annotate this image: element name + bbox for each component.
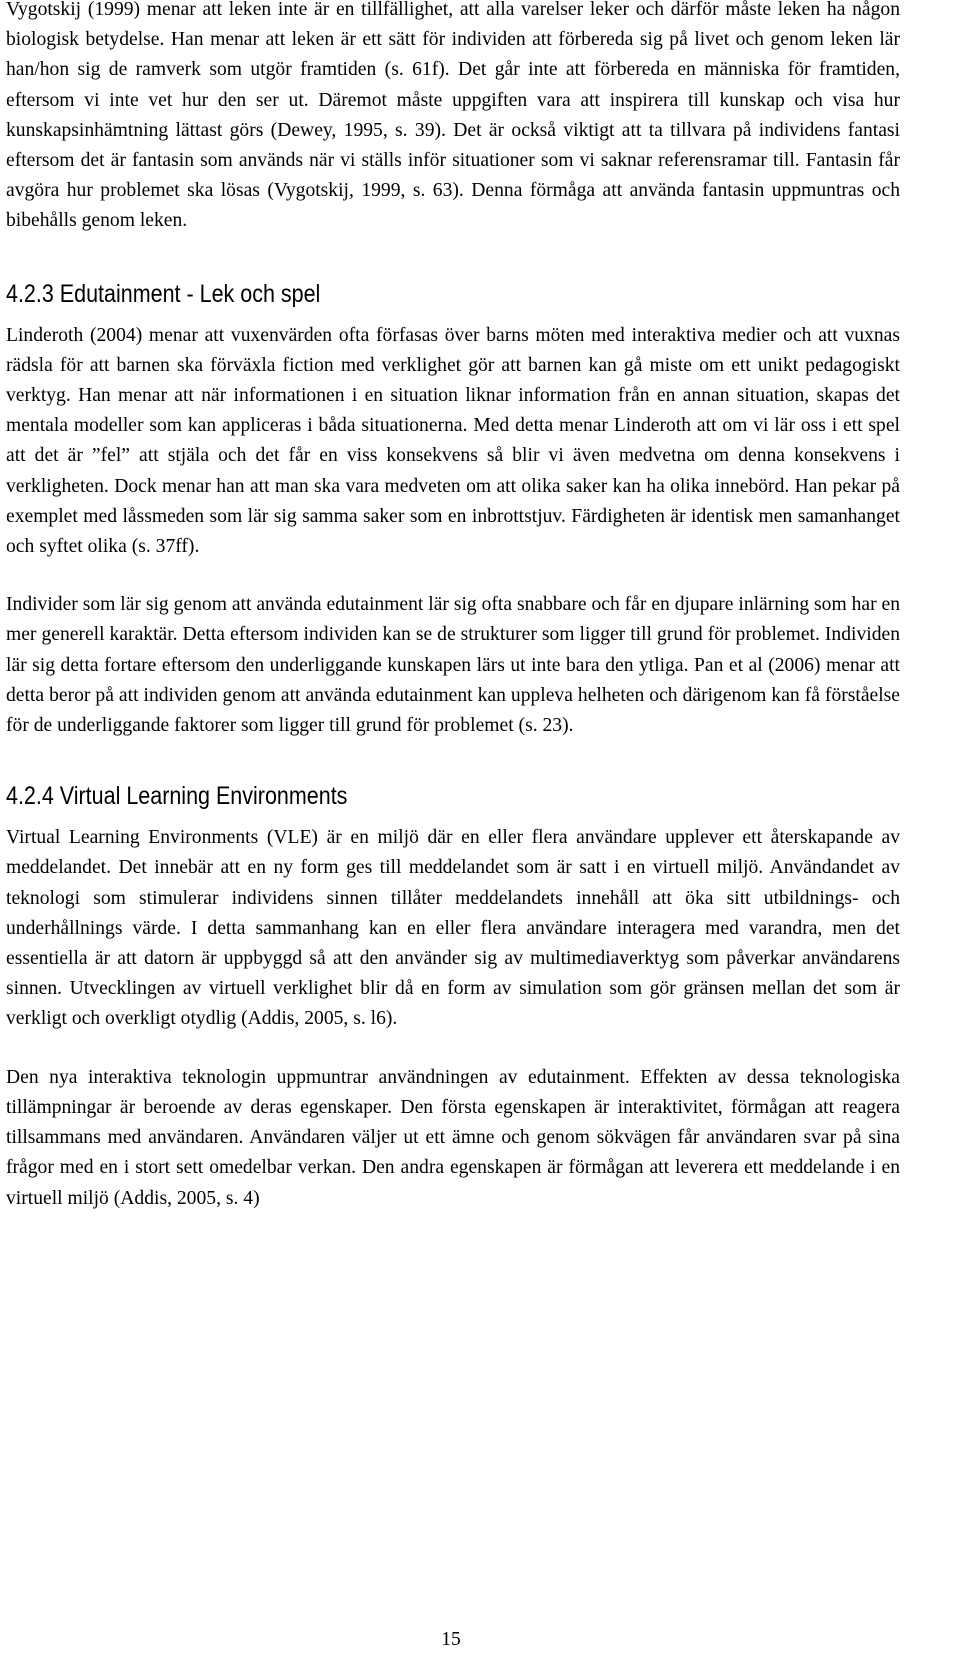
paragraph-linderoth: Linderoth (2004) menar att vuxenvärden ofta förfasas över barns möten med interaktiva medier och att vuxnas rädsla för att barnen ska förväxla fiction med verklighet gör att barnen kan gå miste om ett unikt pedagogiskt verktyg. Han menar att när informationen i en situation liknar information från en annan situation, skapas det mentala modeller som kan appliceras i båda situationerna. Med detta menar Linderoth att om vi lär oss i ett spel att det är ”fel” att stjäla och det får en viss konsekvens så blir vi även medvetna om denna konsekvens i verkligheten. Dock menar han att man ska vara medveten om att olika saker kan ha olika innebörd. Han pekar på exemplet med låssmeden som lär sig samma saker som en inbrottstjuv. Färdigheten är identisk men samanhanget och syftet olika (s. 37ff). xyxy=(6,324,900,558)
document-page xyxy=(6,0,900,1214)
section-heading-vle: 4.2.4 Virtual Learning Environments xyxy=(6,782,348,811)
page-number: 15 xyxy=(441,1629,461,1650)
paragraph-interactive-technology: Den nya interaktiva teknologin uppmuntrar användningen av edutainment. Effekten av dessa teknologiska tillämpningar är beroende av deras egenskaper. Den första egenskapen är interaktivitet, förmågan att reagera tillsammans med användaren. Användaren väljer ut ett ämne och genom sökvägen får användaren svar på sina frågor med en i stort sett omedelbar verkan. Den andra egenskapen är förmågan att leverera ett meddelande i en virtuell miljö (Addis, 2005, s. 4) xyxy=(6,1066,900,1209)
paragraph-play-biology: Vygotskij (1999) menar att leken inte är en tillfällighet, att alla varelser leker och därför måste leken ha någon biologisk betydelse. Han menar att leken är ett sätt för individen att förbereda sig på livet och genom leken lär han/hon sig de ramverk som utgör framtiden (s. 61f). Det går inte att förbereda en människa för framtiden, eftersom vi inte vet hur den ser ut. Däremot måste uppgiften vara att inspirera till kunskap och visa hur kunskapsinhämtning lättast görs (Dewey, 1995, s. 39). Det är också viktigt att ta tillvara på individens fantasi eftersom det är fantasin som används när vi ställs inför situationer som vi saknar referensramar till. Fantasin får avgöra hur problemet ska lösas (Vygotskij, 1999, s. 63). Denna förmåga att använda fantasin uppmuntras och bibehålls genom leken. xyxy=(6,0,900,232)
paragraph-vle-definition: Virtual Learning Environments (VLE) är en miljö där en eller flera användare upplever ett återskapande av meddelandet. Det innebär att en ny form ges till meddelandet som är satt i en virtuell miljö. Användandet av teknologi som stimulerar individens sinnen tillåter meddelandets innehåll att öka sitt utbildnings- och underhållnings värde. I detta sammanhang kan en eller flera användare interagera med varandra, men det essentiella är att datorn är uppbyggd så att den använder sig av multimediaverktyg som påverkar användarens sinnen. Utvecklingen av virtuell verklighet blir då en form av simulation som gör gränsen mellan det som är verkligt och overkligt otydlig (Addis, 2005, s. l6). xyxy=(6,827,900,1030)
paragraph-edutainment-learning: Individer som lär sig genom att använda edutainment lär sig ofta snabbare och får en djupare inlärning som har en mer generell karaktär. Detta eftersom individen kan se de strukturer som ligger till grund för problemet. Individen lär sig detta fortare eftersom den underliggande kunskapen lärs ut inte bara den ytliga. Pan et al (2006) menar att detta beror på att individen genom att använda edutainment kan uppleva helheten och därigenom kan få förståelse för de underliggande faktorer som ligger till grund för problemet (s. 23). xyxy=(6,594,900,737)
section-heading-edutainment: 4.2.3 Edutainment - Lek och spel xyxy=(6,279,321,308)
